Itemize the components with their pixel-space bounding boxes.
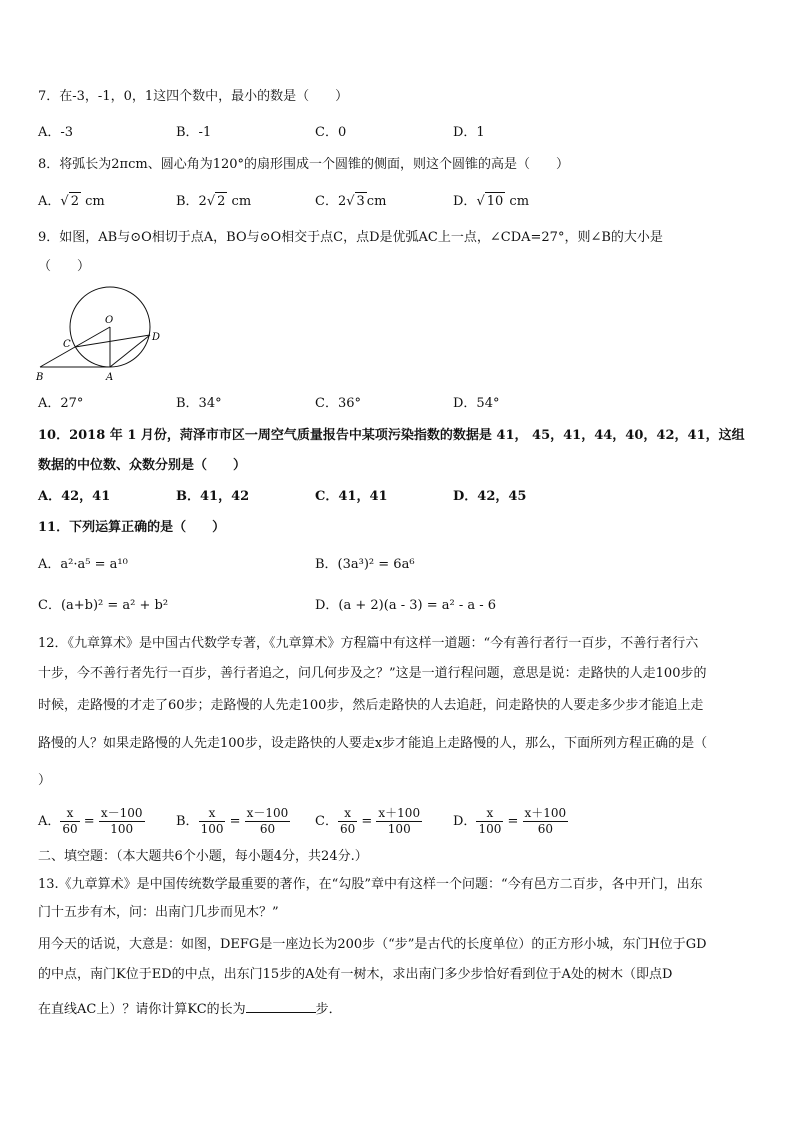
q12-option-d: D． $\frac{x}{100}$ = $\frac{x+100}{60}$: [453, 806, 567, 836]
q13-line-5: 在直线AC上）？请你计算KC的长为 步．: [38, 998, 342, 1019]
q12-option-c: C． $\frac{x}{60}$ = $\frac{x+100}{100}$: [315, 806, 421, 836]
q12-option-b: B． $\frac{x}{100}$ = $\frac{x-100}{60}$: [176, 806, 289, 836]
q12-line-4: 路慢的人？如果走路慢的人先走100步，设走路快的人要走x步才能追上走路慢的人，那么，下面所列方程正确的是（: [38, 736, 708, 751]
q10-option-c: C．41，41: [315, 489, 388, 504]
q10-stem: 10．2018 年 1 月份，菏泽市市区一周空气质量报告中某项污染指数的数据是 41， 45，41，44，40，42，41，这组: [38, 428, 745, 443]
q11-option-b: B．(3a³)² = 6a⁶: [315, 557, 415, 572]
q8-option-b: B．2√ 2 cm: [176, 194, 252, 209]
q12-line-3: 时候，走路慢的才走了60步；走路慢的人先走100步，然后走路快的人去追赶，问走路快的人要走多少步才能追上走: [38, 698, 704, 713]
q10-option-d: D．42，45: [453, 489, 527, 504]
q10-option-a: A．42，41: [38, 489, 111, 504]
q11-option-a: A．a²·a⁵ = a¹⁰: [38, 557, 128, 572]
q7-option-b: B．-1: [176, 125, 212, 140]
q11-option-d: D．(a + 2)(a - 3) = a² - a - 6: [315, 598, 497, 613]
q9-label-o: O: [105, 315, 114, 326]
q12-line-1: 12．《九章算术》是中国古代数学专著，《九章算术》方程篇中有这样一道题：“今有善行者行一百步，不善行者行六: [38, 636, 699, 651]
q10-option-b: B．41，42: [176, 489, 250, 504]
q13-line-4: 的中点，南门K位于ED的中点，出东门15步的A处有一树木，求出南门多少步恰好看到位于A处的树木（即点D: [38, 967, 673, 982]
q8-option-a: A．√ 2 cm: [38, 194, 105, 209]
q9-stem: 9．如图，AB与⊙O相切于点A，BO与⊙O相交于点C，点D是优弧AC上一点，∠CDA=27°，则∠B的大小是: [38, 230, 663, 245]
q11-stem: 11．下列运算正确的是（ ）: [38, 520, 226, 535]
q9-label-d: D: [152, 332, 161, 343]
q13-line-3: 用今天的话说，大意是：如图，DEFG是一座边长为200步（“步”是古代的长度单位）的正方形小城，东门H位于GD: [38, 937, 707, 952]
q9-label-b: B: [36, 372, 44, 383]
q9-option-a: A．27°: [38, 396, 84, 411]
q9-label-c: C: [63, 339, 71, 350]
q7-option-c: C．0: [315, 125, 347, 140]
q7-option-d: D．1: [453, 125, 485, 140]
q9-option-b: B．34°: [176, 396, 222, 411]
q13-line-1: 13.《九章算术》是中国传统数学最重要的著作，在“勾股”章中有这样一个问题：“今有邑方二百步，各中开门，出东: [38, 877, 703, 892]
q7-stem: 7．在-3，-1，0，1这四个数中，最小的数是（ ）: [38, 89, 349, 104]
q9-option-c: C．36°: [315, 396, 361, 411]
q9-label-a: A: [106, 372, 114, 383]
answer-blank[interactable]: [246, 998, 316, 1013]
q8-option-d: D．√ 10 cm: [453, 194, 530, 209]
q9-figure: [30, 285, 170, 385]
section-heading: 二、填空题：（本大题共6个小题，每小题4分，共24分.）: [38, 849, 368, 864]
q11-option-c: C．(a+b)² = a² + b²: [38, 598, 169, 613]
q8-stem: 8．将弧长为2πcm、圆心角为120°的扇形围成一个圆锥的侧面，则这个圆锥的高是（ ）: [38, 157, 570, 172]
q9-stem-cont: （ ）: [38, 259, 91, 274]
q12-line-5: ）: [38, 773, 52, 788]
q12-option-a: A． $\frac{x}{60}$ = $\frac{x-100}{100}$: [38, 806, 143, 836]
q10-stem-cont: 数据的中位数、众数分别是（ ）: [38, 458, 247, 473]
q12-line-2: 十步，今不善行者先行一百步，善行者追之，问几何步及之？”这是一道行程问题，意思是说：走路快的人走100步的: [38, 666, 707, 681]
q8-option-c: C．2√ 3 cm: [315, 194, 387, 209]
q7-option-a: A．-3: [38, 125, 74, 140]
q13-line-2: 门十五步有木，问：出南门几步而见木？”: [38, 905, 279, 920]
q9-option-d: D．54°: [453, 396, 500, 411]
